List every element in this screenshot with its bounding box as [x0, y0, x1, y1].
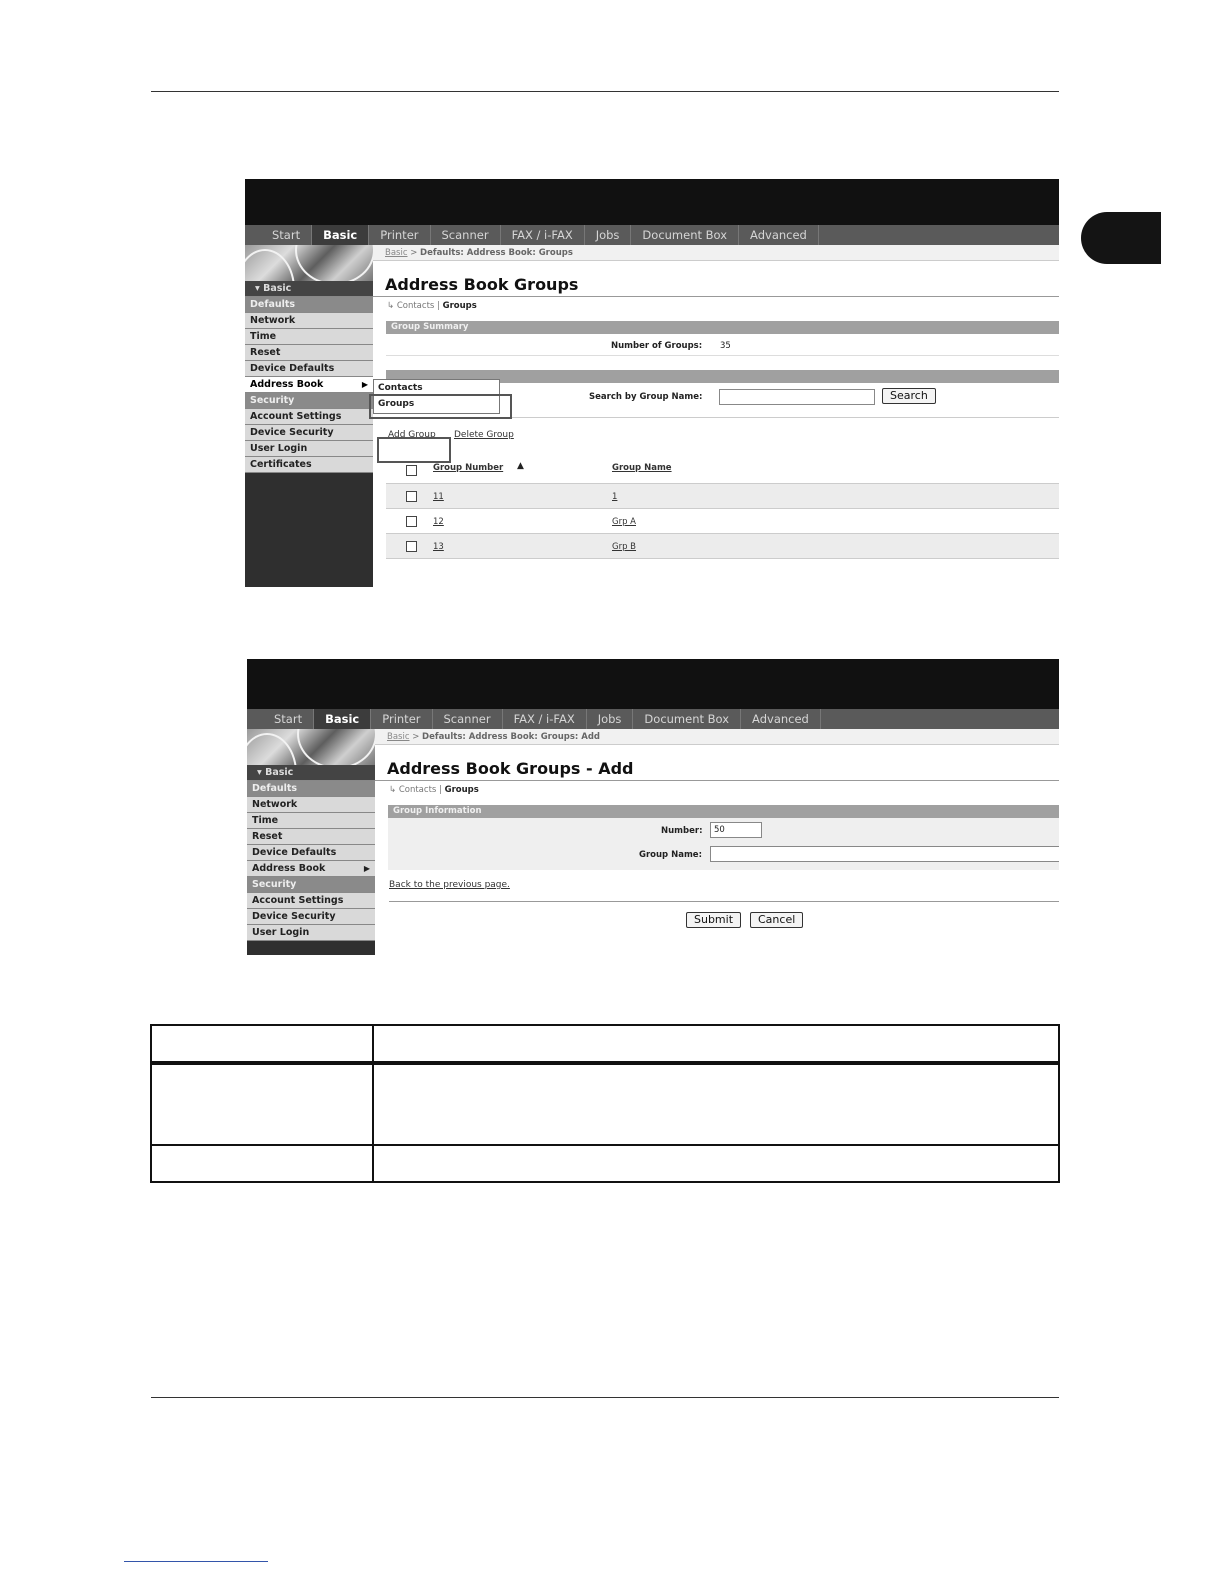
group-name-link[interactable]: Grp B — [612, 542, 637, 552]
page-title: Address Book Groups — [373, 275, 1059, 297]
table-cell — [373, 1025, 1059, 1063]
tab-start[interactable]: Start — [261, 225, 312, 245]
highlight-groups-menu — [369, 394, 512, 419]
sort-ascending-icon[interactable]: ▲ — [517, 461, 524, 471]
section-header-group-information: Group Information — [388, 805, 1059, 818]
sidebar-item-device-security[interactable]: Device Security — [247, 909, 375, 925]
sub-arrow-icon: ↳ — [387, 301, 395, 311]
subnav-groups-current: Groups — [442, 301, 477, 311]
group-name-label: Group Name: — [639, 850, 702, 860]
arrow-right-icon: ▶ — [361, 380, 368, 389]
tab-printer[interactable]: Printer — [371, 709, 432, 729]
form-buttons — [375, 902, 1059, 932]
sidebar-heading-security: Security — [247, 877, 375, 893]
screenshot-address-book-groups — [245, 179, 1059, 587]
tab-document-box[interactable]: Document Box — [633, 709, 741, 729]
table-cell — [151, 1145, 373, 1182]
group-number-link[interactable]: 13 — [433, 542, 444, 552]
number-label: Number: — [661, 826, 703, 836]
sidebar-heading-defaults: Defaults — [247, 781, 375, 797]
breadcrumb-link-basic[interactable]: Basic — [387, 732, 410, 742]
tab-basic[interactable]: Basic — [314, 709, 371, 729]
group-actions — [386, 417, 1059, 447]
groups-table — [386, 457, 1059, 559]
sidebar-item-basic[interactable]: ▾ Basic — [247, 765, 375, 781]
group-name-input[interactable] — [710, 846, 1059, 862]
search-input[interactable] — [719, 389, 875, 405]
group-number-link[interactable]: 11 — [433, 492, 444, 502]
group-count-label: Number of Groups: — [611, 341, 703, 351]
sidebar-item-time[interactable]: Time — [247, 813, 375, 829]
sub-navigation: ↳ Contacts | Groups — [387, 301, 477, 311]
sidebar-item-address-book[interactable]: Address Book ▶ — [247, 861, 375, 877]
sidebar-item-user-login[interactable]: User Login — [247, 925, 375, 941]
tab-scanner[interactable]: Scanner — [431, 225, 501, 245]
select-all-checkbox[interactable] — [406, 465, 417, 476]
delete-group-link[interactable]: Delete Group — [454, 430, 514, 440]
chapter-tab — [1081, 212, 1161, 264]
highlight-add-group — [377, 437, 451, 463]
tab-fax[interactable]: FAX / i-FAX — [503, 709, 587, 729]
subnav-groups-current: Groups — [444, 785, 479, 795]
group-number-link[interactable]: 12 — [433, 517, 444, 527]
top-banner — [245, 179, 1059, 225]
back-link[interactable]: Back to the previous page. — [389, 880, 1059, 902]
flyout-item-contacts[interactable]: Contacts — [374, 380, 499, 396]
sidebar-banner-image — [245, 245, 373, 281]
breadcrumb-current: Defaults: Address Book: Groups — [420, 248, 573, 258]
row-checkbox[interactable] — [406, 491, 417, 502]
sidebar-item-device-security[interactable]: Device Security — [245, 425, 373, 441]
screenshot-address-book-groups-add — [247, 659, 1059, 955]
breadcrumb: Basic > Defaults: Address Book: Groups — [373, 245, 1059, 261]
search-button[interactable]: Search — [882, 388, 936, 404]
sidebar-item-time[interactable]: Time — [245, 329, 373, 345]
page-title: Address Book Groups - Add — [375, 759, 1059, 781]
arrow-right-icon: ▶ — [363, 864, 370, 873]
table-header-row — [151, 1025, 1059, 1063]
footer-rule — [151, 1397, 1059, 1398]
sub-navigation: ↳ Contacts | Groups — [389, 785, 479, 795]
table-row — [151, 1145, 1059, 1182]
main-content — [375, 729, 1059, 955]
sidebar-item-device-defaults[interactable]: Device Defaults — [245, 361, 373, 377]
subnav-contacts-link[interactable]: Contacts — [398, 785, 437, 795]
row-checkbox[interactable] — [406, 516, 417, 527]
cancel-button[interactable]: Cancel — [750, 912, 803, 928]
table-row — [151, 1063, 1059, 1145]
row-checkbox[interactable] — [406, 541, 417, 552]
table-cell — [373, 1063, 1059, 1145]
sidebar-item-user-login[interactable]: User Login — [245, 441, 373, 457]
add-group-link[interactable]: Add Group — [388, 430, 436, 440]
nav-bar — [247, 709, 1059, 729]
table-cell — [151, 1025, 373, 1063]
submit-button[interactable]: Submit — [686, 912, 741, 928]
table-cell — [151, 1063, 373, 1145]
group-information-form — [388, 818, 1059, 870]
tab-jobs[interactable]: Jobs — [585, 225, 632, 245]
sidebar-item-account-settings[interactable]: Account Settings — [247, 893, 375, 909]
sidebar-heading-defaults: Defaults — [245, 297, 373, 313]
sidebar-item-network[interactable]: Network — [245, 313, 373, 329]
tab-printer[interactable]: Printer — [369, 225, 430, 245]
sidebar-item-reset[interactable]: Reset — [245, 345, 373, 361]
sidebar — [247, 729, 375, 955]
tab-basic[interactable]: Basic — [312, 225, 369, 245]
group-name-link[interactable]: Grp A — [612, 517, 636, 527]
sidebar-item-reset[interactable]: Reset — [247, 829, 375, 845]
sidebar-heading-security: Security — [245, 393, 373, 409]
tab-start[interactable]: Start — [263, 709, 314, 729]
group-count-value: 35 — [720, 341, 731, 351]
sub-arrow-icon: ↳ — [389, 785, 397, 795]
table-row — [386, 509, 1059, 534]
search-label: Search by Group Name: — [589, 392, 703, 402]
header-rule — [151, 91, 1059, 92]
sidebar — [245, 245, 373, 587]
footer-link-underline — [124, 1561, 268, 1562]
sidebar-item-basic[interactable]: ▾ Basic — [245, 281, 373, 297]
number-input[interactable]: 50 — [710, 822, 762, 838]
sidebar-item-network[interactable]: Network — [247, 797, 375, 813]
breadcrumb-current: Defaults: Address Book: Groups: Add — [422, 732, 601, 742]
tab-advanced[interactable]: Advanced — [739, 225, 819, 245]
tab-scanner[interactable]: Scanner — [433, 709, 503, 729]
tab-advanced[interactable]: Advanced — [741, 709, 821, 729]
breadcrumb: Basic > Defaults: Address Book: Groups: Add — [375, 729, 1059, 745]
sidebar-item-account-settings[interactable]: Account Settings — [245, 409, 373, 425]
sidebar-item-device-defaults[interactable]: Device Defaults — [247, 845, 375, 861]
nav-bar — [245, 225, 1059, 245]
sidebar-banner-image — [247, 729, 375, 765]
column-header-group-name[interactable]: Group Name — [612, 463, 672, 473]
table-row — [386, 484, 1059, 509]
column-header-group-number[interactable]: Group Number — [433, 463, 504, 473]
top-banner — [247, 659, 1059, 709]
tab-document-box[interactable]: Document Box — [631, 225, 739, 245]
tab-jobs[interactable]: Jobs — [587, 709, 634, 729]
group-name-link[interactable]: 1 — [612, 492, 618, 502]
sidebar-item-certificates[interactable]: Certificates — [245, 457, 373, 473]
group-count-row — [386, 334, 1059, 356]
tab-fax[interactable]: FAX / i-FAX — [501, 225, 585, 245]
description-table — [150, 1024, 1060, 1183]
table-row — [386, 534, 1059, 559]
flyout-item-groups[interactable]: Groups — [378, 399, 415, 409]
table-cell — [373, 1145, 1059, 1182]
table-header-row — [386, 457, 1059, 484]
sidebar-item-address-book[interactable]: Address Book ▶ — [245, 377, 373, 393]
breadcrumb-link-basic[interactable]: Basic — [385, 248, 408, 258]
subnav-contacts-link[interactable]: Contacts — [396, 301, 435, 311]
section-header-group-summary: Group Summary — [386, 321, 1059, 334]
